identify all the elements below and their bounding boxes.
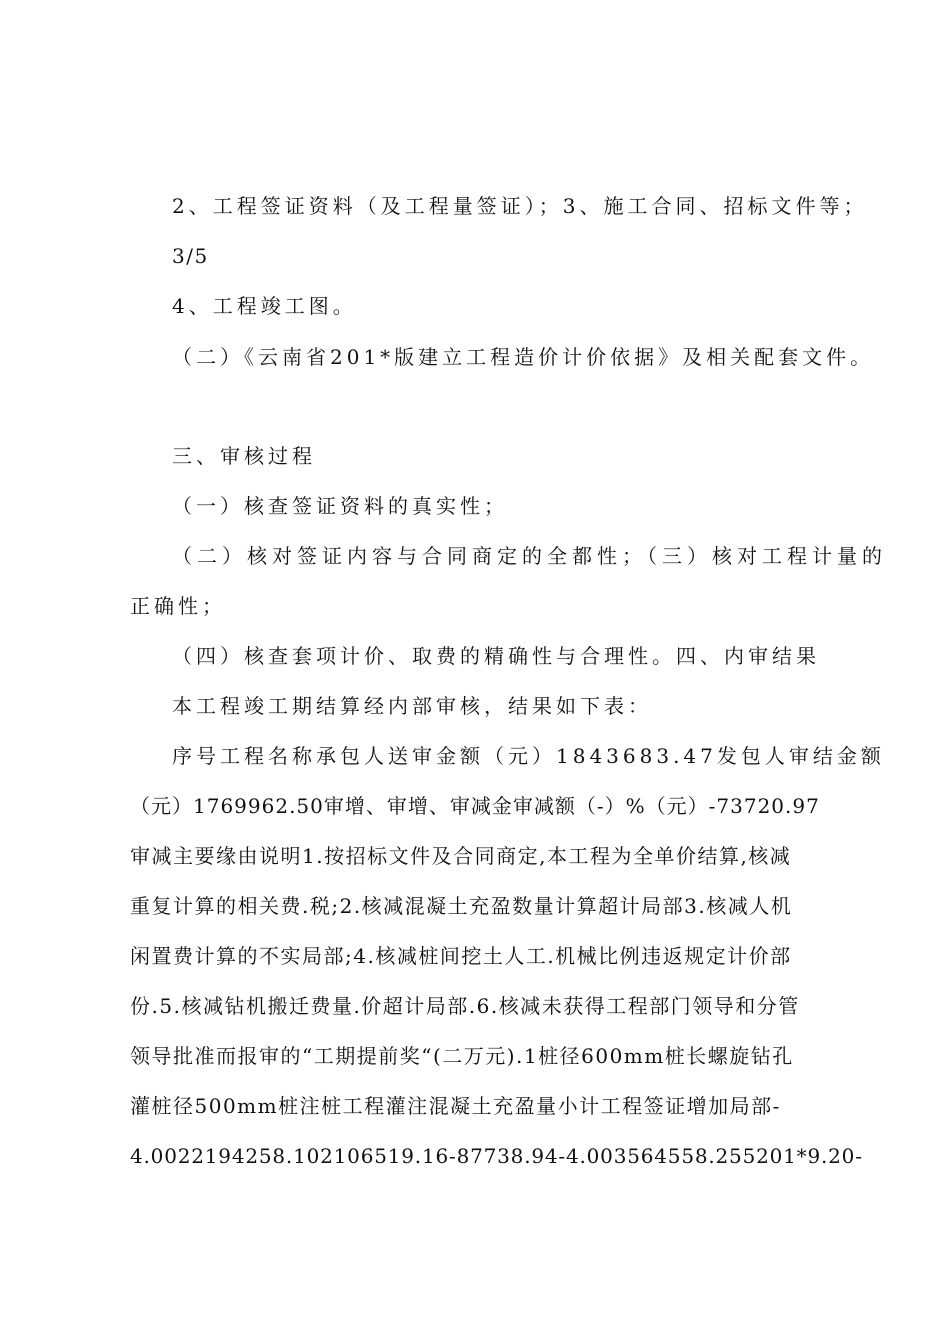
text-line-15: 闲置费计算的不实局部;4.核减桩间挖土人工.机械比例违返规定计价部: [130, 944, 792, 968]
text-line-7: （二）核对签证内容与合同商定的全都性；（三）核对工程计量的: [172, 544, 887, 568]
text-line-12: （元）1769962.50审增、审增、审减金审减额（-）%（元）-73720.97: [130, 794, 820, 818]
text-line-18: 灌桩径500mm桩注桩工程灌注混凝土充盈量小计工程签证增加局部-: [130, 1094, 781, 1118]
text-line-4: （二）《云南省201*版建立工程造价计价依据》及相关配套文件。: [172, 345, 875, 369]
page-number: 3/5: [172, 244, 209, 268]
text-line-9: （四）核查套项计价、取费的精确性与合理性。四、内审结果: [172, 644, 820, 668]
text-line-17: 领导批准而报审的“工期提前奖“(二万元).1桩径600mm桩长螺旋钻孔: [130, 1044, 794, 1068]
text-line-1: 2、工程签证资料（及工程量签证）；3、施工合同、招标文件等；: [172, 194, 868, 218]
text-line-10: 本工程竣工期结算经内部审核，结果如下表：: [172, 694, 652, 718]
text-line-13: 审减主要缘由说明1.按招标文件及合同商定,本工程为全单价结算,核减: [130, 844, 792, 868]
text-line-3: 4、工程竣工图。: [172, 294, 357, 318]
text-line-8: 正确性；: [130, 594, 226, 618]
text-line-19: 4.0022194258.102106519.16-87738.94-4.003564558.255201*9.20-: [130, 1144, 863, 1168]
text-line-6: （一）核查签证资料的真实性；: [172, 494, 508, 518]
text-line-14: 重复计算的相关费.税;2.核减混凝土充盈数量计算超计局部3.核减人机: [130, 894, 793, 918]
text-line-16: 份.5.核减钻机搬迁费量.价超计局部.6.核减未获得工程部门领导和分管: [130, 994, 800, 1018]
section-heading-review-process: 三、审核过程: [172, 444, 316, 468]
text-line-11: 序号工程名称承包人送审金额（元）1843683.47发包人审结金额: [172, 744, 885, 768]
